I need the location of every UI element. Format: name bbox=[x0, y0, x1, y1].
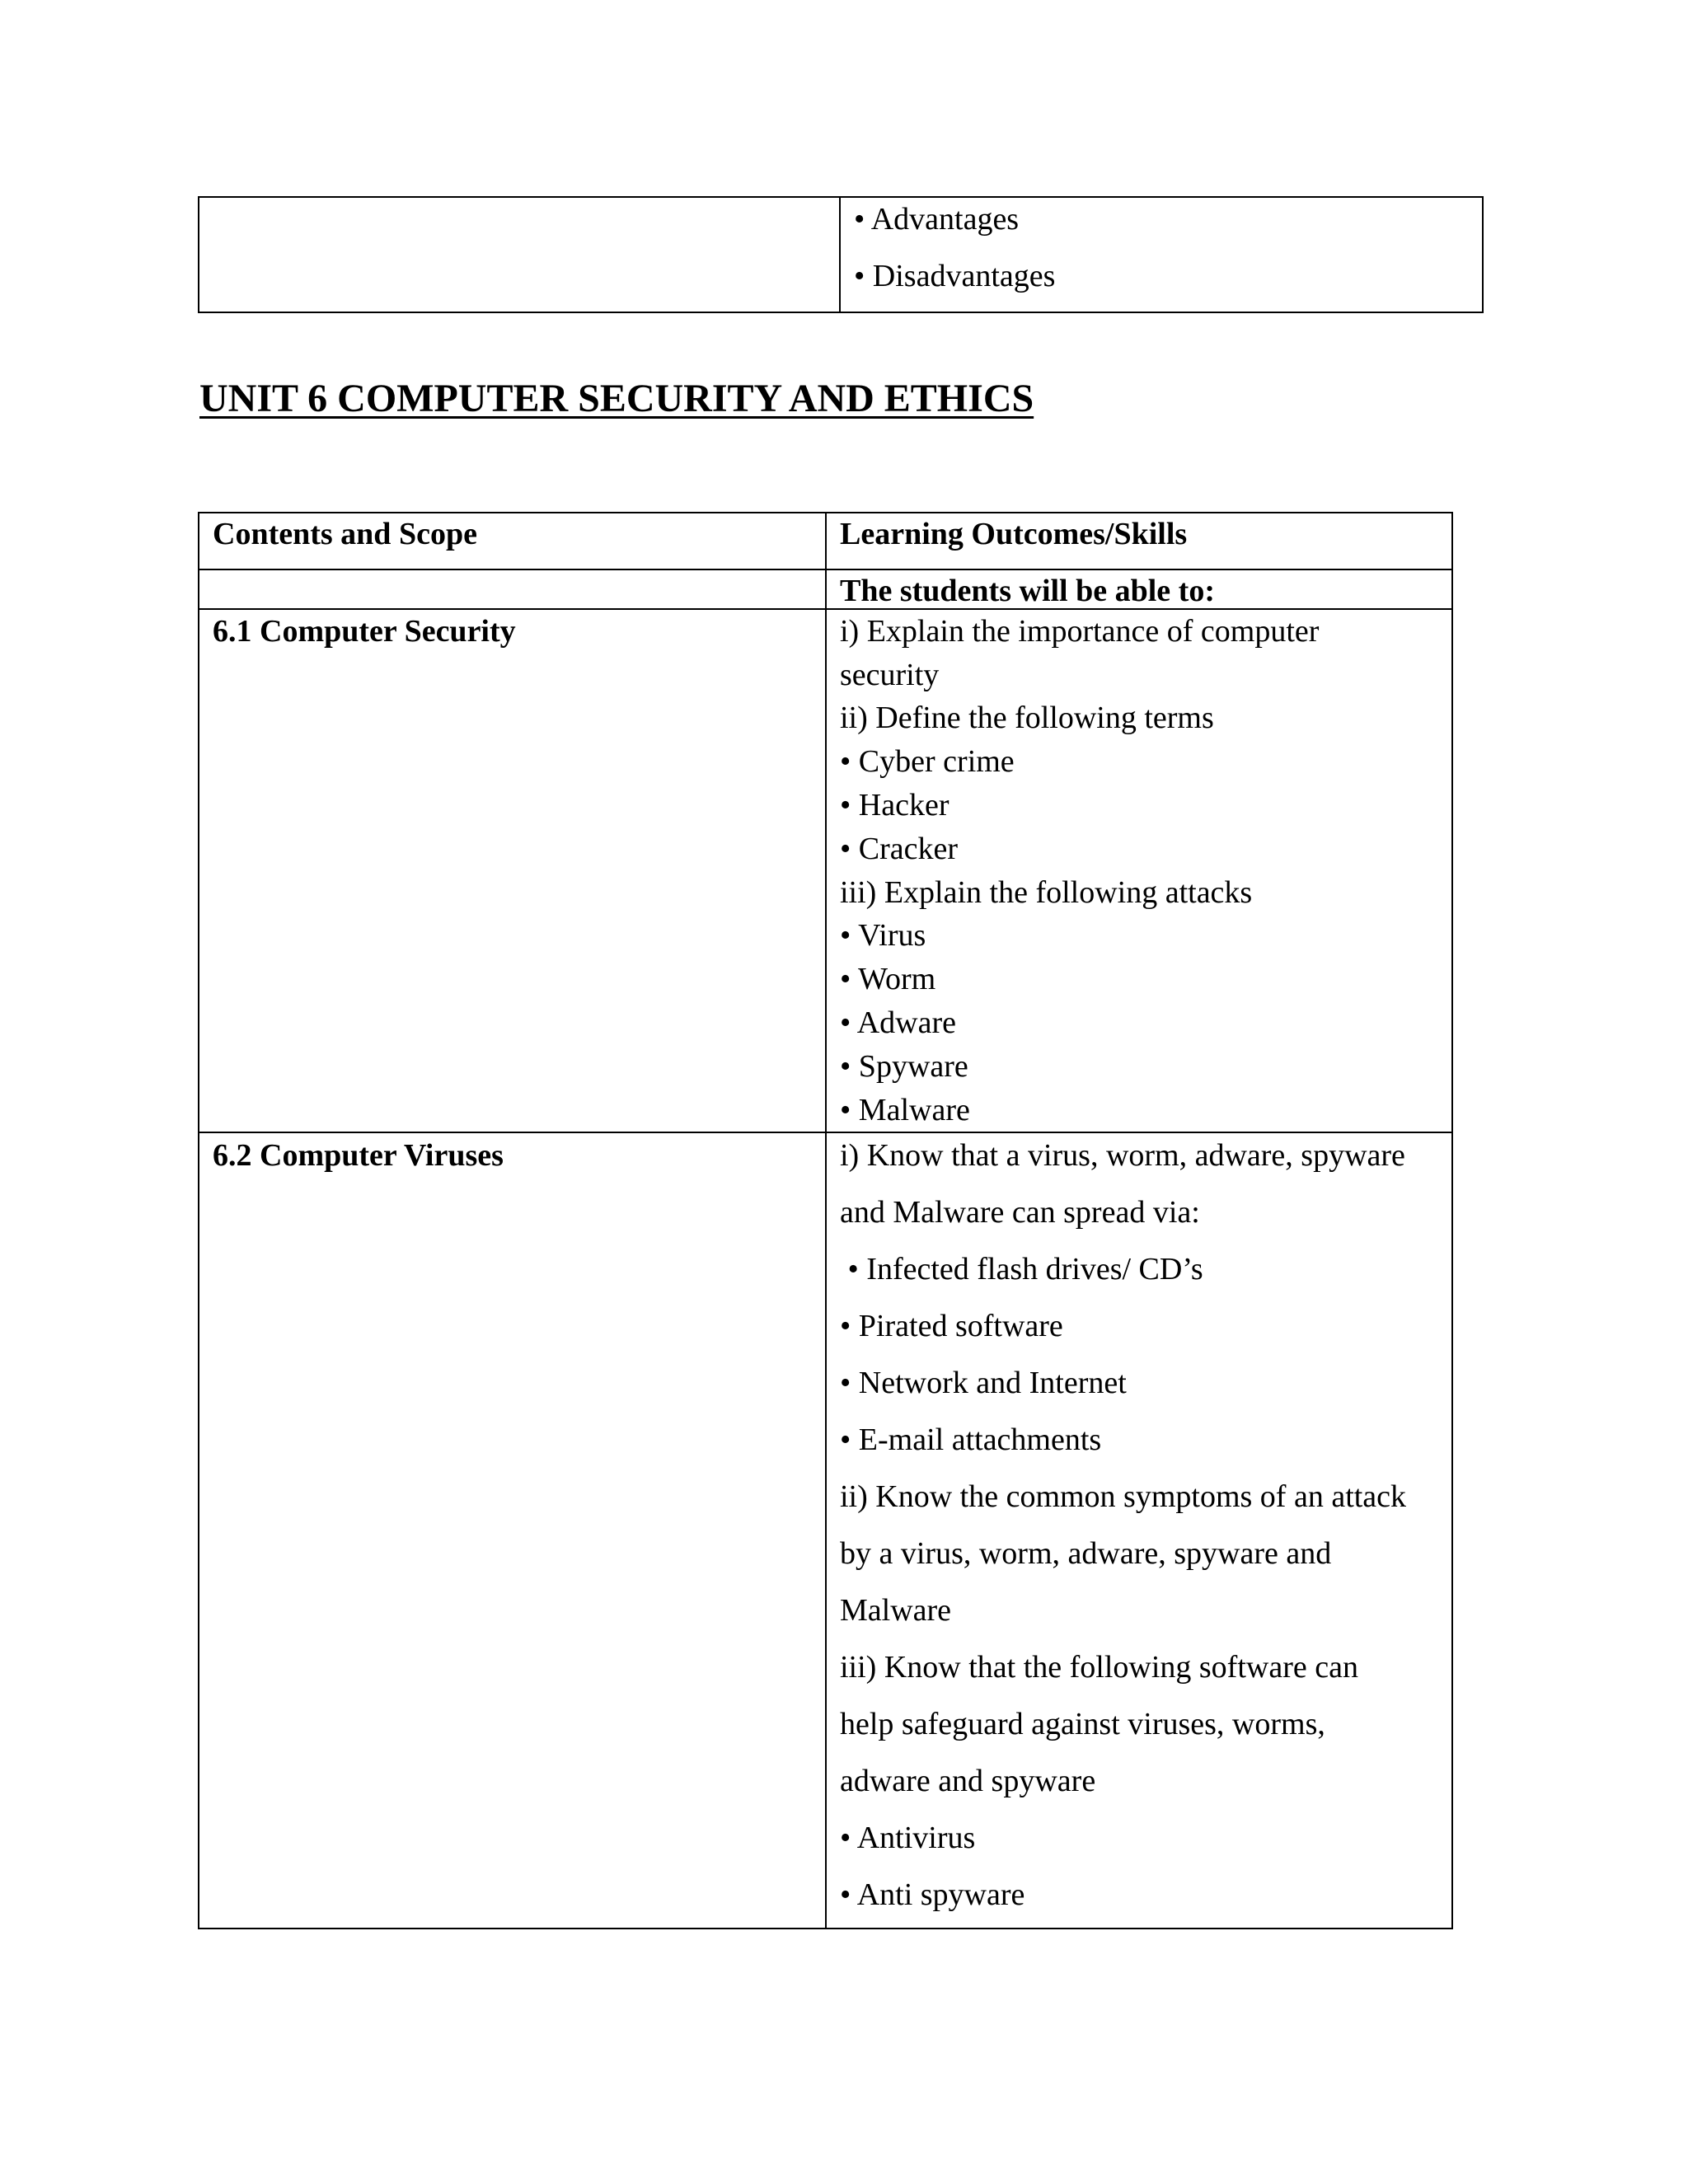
outcome-line: by a virus, worm, adware, spyware and bbox=[840, 1536, 1332, 1571]
outcome-line: i) Explain the importance of computer bbox=[840, 614, 1320, 649]
outcome-line: • Malware bbox=[840, 1093, 970, 1127]
top-table-divider bbox=[839, 196, 841, 313]
table-row-divider bbox=[198, 569, 1453, 570]
outcome-line: iii) Explain the following attacks bbox=[840, 875, 1253, 910]
outcome-line: • E-mail attachments bbox=[840, 1422, 1102, 1457]
outcome-line: • Cyber crime bbox=[840, 744, 1015, 779]
table-column-divider bbox=[825, 512, 827, 1929]
outcome-line: security bbox=[840, 658, 940, 692]
top-table-item: • Disadvantages bbox=[854, 259, 1056, 293]
topic-computer-viruses: 6.2 Computer Viruses bbox=[213, 1138, 504, 1173]
outcome-line: • Cracker bbox=[840, 832, 959, 866]
outcome-line: iii) Know that the following software can bbox=[840, 1650, 1358, 1685]
outcome-line: • Infected flash drives/ CD’s bbox=[840, 1252, 1203, 1286]
outcome-line: • Adware bbox=[840, 1005, 956, 1040]
outcome-line: ii) Know the common symptoms of an attack bbox=[840, 1479, 1407, 1514]
outcome-line: and Malware can spread via: bbox=[840, 1195, 1200, 1230]
outcome-line: • Network and Internet bbox=[840, 1366, 1127, 1400]
table-row-divider bbox=[198, 1132, 1453, 1133]
outcome-line: i) Know that a virus, worm, adware, spyware bbox=[840, 1138, 1405, 1173]
header-learning-outcomes: Learning Outcomes/Skills bbox=[840, 517, 1188, 551]
outcome-line: • Anti spyware bbox=[840, 1877, 1025, 1912]
outcome-line: • Spyware bbox=[840, 1049, 968, 1084]
outcome-line: help safeguard against viruses, worms, bbox=[840, 1707, 1325, 1741]
topic-computer-security: 6.1 Computer Security bbox=[213, 614, 516, 649]
top-table-item: • Advantages bbox=[854, 202, 1020, 237]
outcome-line: • Pirated software bbox=[840, 1309, 1063, 1343]
unit-heading: UNIT 6 COMPUTER SECURITY AND ETHICS bbox=[199, 377, 1034, 420]
header-contents-and-scope: Contents and Scope bbox=[213, 517, 477, 551]
outcome-line: • Antivirus bbox=[840, 1821, 976, 1855]
outcome-line: • Hacker bbox=[840, 788, 950, 823]
outcome-line: Malware bbox=[840, 1593, 952, 1628]
table-row-divider bbox=[198, 608, 1453, 610]
outcome-line: ii) Define the following terms bbox=[840, 701, 1214, 735]
outcome-line: adware and spyware bbox=[840, 1764, 1096, 1798]
top-table bbox=[198, 196, 1484, 313]
subheader-students-able: The students will be able to: bbox=[840, 574, 1215, 608]
outcome-line: • Virus bbox=[840, 918, 926, 953]
outcome-line: • Worm bbox=[840, 962, 936, 996]
